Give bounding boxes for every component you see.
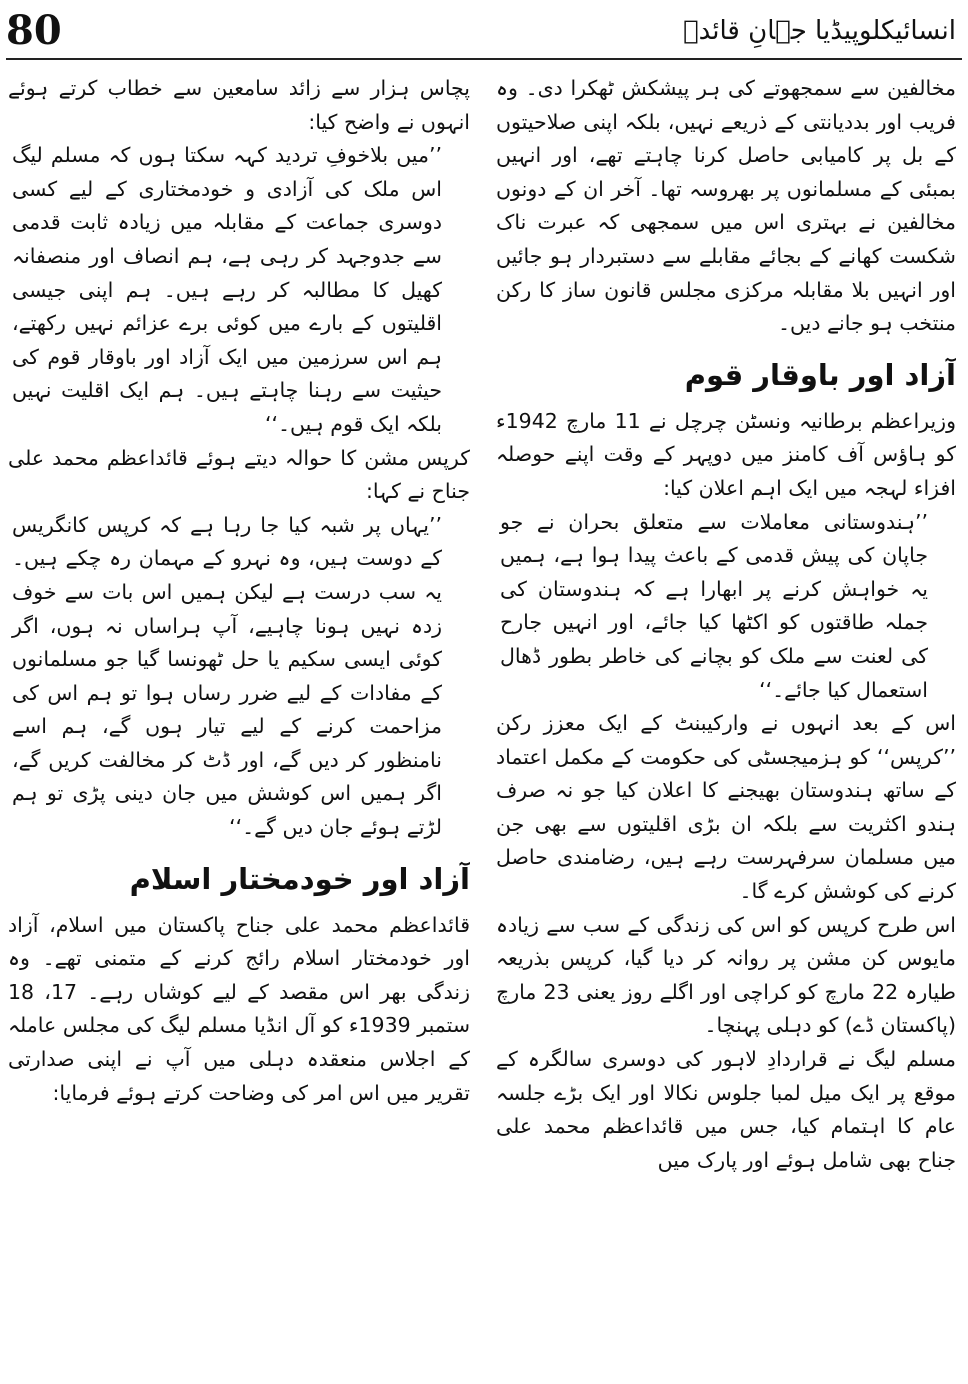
header-rule <box>6 58 962 60</box>
right-column <box>496 72 956 1378</box>
section-heading: آزاد اور خودمختار اسلام <box>129 861 470 896</box>
paragraph: مخالفین سے سمجھوتے کی ہر پیشکش ٹھکرا دی۔ وہ فریب اور بددیانتی کے ذریعے نہیں، بلکہ اپنی صلاحیتوں کے بل پر کامیابی حاصل کرنا چاہتے تھے، اور انہیں بمبئی کے مسلمانوں پر بھروسہ تھا۔ آخر ان کے دونوں مخالفین نے بہتری اس میں سمجھی کہ عبرت ناک شکست کھانے کے بجائے مقابلے سے دستبردار ہو جائیں اور انہیں بلا مقابلہ مرکزی مجلس قانون ساز کا رکن منتخب ہو جانے دیں۔ <box>496 76 956 336</box>
page-header <box>0 0 968 62</box>
block-quote: ’’ہندوستانی معاملات سے متعلق بحران نے جو جاپان کی پیش قدمی کے باعث پیدا ہوا ہے، ہمیں یہ خواہش کرنے پر ابھارا ہے کہ ہندوستان کی جملہ طاقتوں کو اکٹھا کیا جائے، اور انہیں جارح کی لعنت سے ملک کو بچانے کی خاطر بطور ڈھال استعمال کیا جائے۔‘‘ <box>500 509 928 702</box>
paragraph: مسلم لیگ نے قراردادِ لاہور کی دوسری سالگرہ کے موقع پر ایک میل لمبا جلوس نکالا اور ایک بڑے جلسہ عام کا اہتمام کیا، جس میں قائداعظم محمد علی جناح بھی شامل ہوئے اور پارک میں <box>496 1047 956 1172</box>
block-quote: ’’میں بلاخوفِ تردید کہہ سکتا ہوں کہ مسلم لیگ اس ملک کی آزادی و خودمختاری کے لیے کسی دوسری جماعت کے مقابلہ میں زیادہ ثابت قدمی سے جدوجہد کر رہی ہے، ہم انصاف اور منصفانہ کھیل کا مطالبہ کر رہے ہیں۔ ہم اپنی جیسی اقلیتوں کے بارے میں کوئی برے عزائم نہیں رکھتے، ہم اس سرزمین میں ایک آزاد اور باوقار قوم کی حیثیت سے رہنا چاہتے ہیں۔ ہم ایک اقلیت نہیں بلکہ ایک قوم ہیں۔‘‘ <box>12 143 442 436</box>
paragraph: اس کے بعد انہوں نے وارکیبنٹ کے ایک معزز رکن ’’کرپس‘‘ کو ہزمیجسٹی کی حکومت کے مکمل اعتماد کے ساتھ ہندوستان بھیجنے کا اعلان کیا جو نہ صرف ہندو اکثریت سے بلکہ ان بڑی اقلیتوں سے بھی جن میں مسلمان سرفہرست رہے ہیں، رضامندی حاصل کرنے کی کوشش کرے گا۔ <box>496 711 956 904</box>
block-quote: ’’یہاں پر شبہ کیا جا رہا ہے کہ کرپس کانگریس کے دوست ہیں، وہ نہرو کے مہمان رہ چکے ہیں۔ یہ سب درست ہے لیکن ہمیں اس بات سے خوف زدہ نہیں ہونا چاہیے، آپ ہراساں نہ ہوں، اگر کوئی ایسی سکیم یا حل ٹھونسا گیا جو مسلمانوں کے مفادات کے لیے ضرر رساں ہوا تو ہم اس کی مزاحمت کرنے کے لیے تیار ہوں گے، ہم اسے نامنظور کر دیں گے، اور ڈٹ کر مخالفت کریں گے، اگر ہمیں اس کوشش میں جان دینی پڑی تو ہم لڑتے ہوئے جان دیں گے۔‘‘ <box>12 512 442 840</box>
paragraph: اس طرح کرپس کو اس کی زندگی کے سب سے زیادہ مایوس کن مشن پر روانہ کر دیا گیا، کرپس بذریعہ طیارہ 22 مارچ کو کراچی اور اگلے روز یعنی 23 مارچ (پاکستان ڈے) کو دہلی پہنچا۔ <box>496 912 956 1038</box>
page-number: 80 <box>6 7 62 54</box>
running-title: انسائیکلوپیڈیا جہانِ قائدؒ <box>683 16 956 46</box>
section-heading: آزاد اور باوقار قوم <box>684 357 956 392</box>
paragraph: کرپس مشن کا حوالہ دیتے ہوئے قائداعظم محمد علی جناح نے کہا: <box>8 445 470 504</box>
paragraph: وزیراعظم برطانیہ ونسٹن چرچل نے 11 مارچ 1942ء کو ہاؤس آف کامنز میں دوپہر کے وقت اپنے حوصلہ افزاء لہجہ میں ایک اہم اعلان کیا: <box>496 408 956 500</box>
paragraph: پچاس ہزار سے زائد سامعین سے خطاب کرتے ہوئے انہوں نے واضح کیا: <box>8 76 470 134</box>
left-column <box>8 72 470 1378</box>
paragraph: قائداعظم محمد علی جناح پاکستان میں اسلام، آزاد اور خودمختار اسلام رائج کرنے کے متمنی تھے۔ وہ زندگی بھر اس مقصد کے لیے کوشاں رہے۔ 17، 18 ستمبر 1939ء کو آل انڈیا مسلم لیگ کی مجلس عاملہ کے اجلاس منعقدہ دہلی میں آپ نے اپنی صدارتی تقریر میں اس امر کی وضاحت کرتے ہوئے فرمایا: <box>8 912 470 1105</box>
